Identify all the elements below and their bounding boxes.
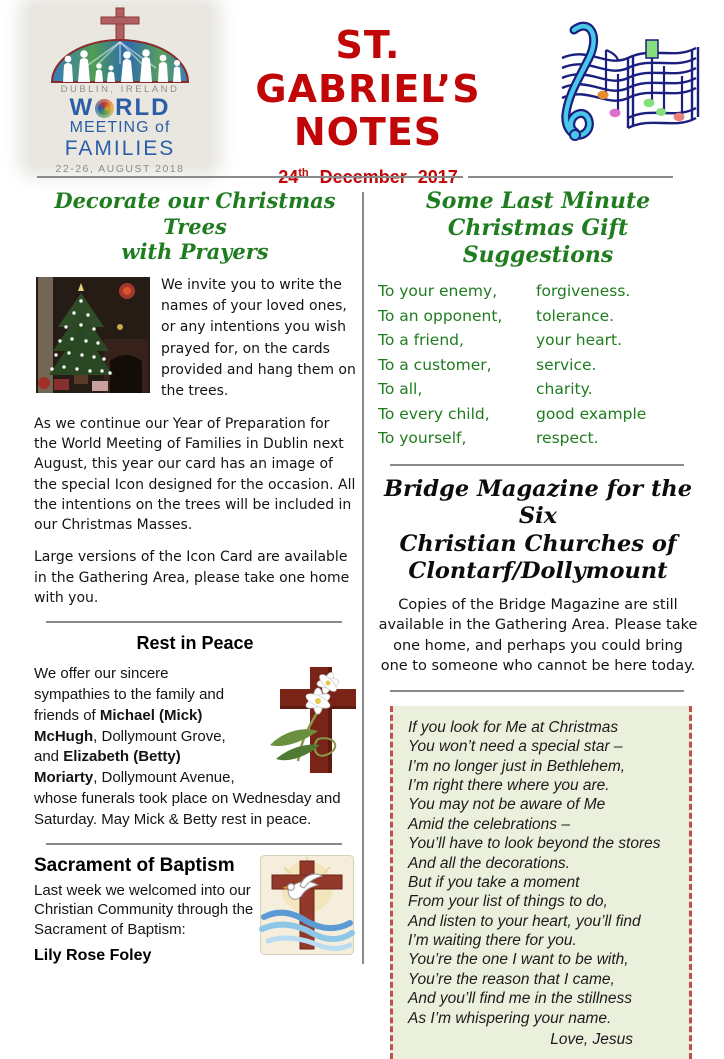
- swirl-icon: [95, 99, 114, 118]
- poem-line: You may not be aware of Me: [408, 796, 606, 814]
- bridge-heading-line2: Christian Churches of: [399, 530, 677, 557]
- poem-line: I’m no longer just in Bethlehem,: [408, 757, 626, 775]
- logo-world-w: W: [69, 94, 95, 121]
- gift-row: [378, 426, 698, 450]
- logo-text: [28, 84, 212, 175]
- poem-line: You’re the one I want to be with,: [408, 951, 629, 969]
- bridge-heading: [378, 476, 698, 586]
- baptism-image: [260, 855, 354, 955]
- gift-recipient: To a friend,: [378, 331, 464, 350]
- gift-item: service.: [536, 355, 597, 374]
- poem-line: I’m waiting there for you.: [408, 932, 577, 950]
- gift-row: [378, 402, 698, 426]
- gift-list: [378, 279, 698, 450]
- families-dome-graphic: [50, 38, 190, 83]
- logo-location: DUBLIN, IRELAND: [60, 84, 180, 95]
- wmof-logo: [28, 4, 212, 175]
- section-divider: [390, 464, 684, 466]
- christmas-tree-photo: [36, 277, 150, 393]
- logo-world-rest: RLD: [115, 94, 171, 121]
- baptism-heading: Sacrament of Baptism: [34, 854, 235, 876]
- header-divider-left: [37, 176, 463, 178]
- poem-line: And you’ll find me in the stillness: [408, 990, 633, 1008]
- rip-name1: Michael (Mick) McHugh: [34, 706, 203, 745]
- gift-recipient: To all,: [378, 380, 423, 399]
- newsletter-title-line1: ST. GABRIEL’S: [255, 23, 481, 111]
- poem-signature: Love, Jesus: [550, 1030, 633, 1048]
- rip-section: [34, 663, 356, 829]
- gifts-heading-line1: Some Last Minute: [425, 188, 651, 214]
- poem-line: As I’m whispering your name.: [408, 1009, 612, 1027]
- baptism-text: Last week we welcomed into our Christian Community through the Sacrament of Baptism:: [34, 881, 254, 939]
- trees-paragraph-3: Large versions of the Icon Card are available in the Gathering Area, please take one home with you.: [34, 549, 350, 606]
- newsletter-title-line2: NOTES: [293, 110, 443, 155]
- rip-part1: We offer our sincere sympathies to the family and friends of: [34, 665, 225, 724]
- masthead: [218, 24, 518, 188]
- section-divider: [46, 621, 342, 623]
- gift-recipient: To every child,: [378, 404, 490, 423]
- gift-item: respect.: [536, 429, 599, 448]
- trees-heading-line1: Decorate our Christmas Trees: [54, 188, 336, 239]
- poem-line: You’ll have to look beyond the stores: [408, 835, 661, 853]
- bridge-text: Copies of the Bridge Magazine are still available in the Gathering Area. Please take one home, and perhaps you could bring one to someone who cannot be here today.: [378, 596, 698, 675]
- gifts-heading-line2: Christmas Gift Suggestions: [447, 214, 629, 268]
- trees-heading-line2: with Prayers: [121, 239, 269, 265]
- cross-lilies-image: [252, 665, 356, 777]
- logo-dates: 22-26, AUGUST 2018: [55, 162, 185, 175]
- header-divider-right: [468, 176, 673, 178]
- poem-line: From your list of things to do,: [408, 893, 608, 911]
- trees-intro-text: We invite you to write the names of your loved ones, or any intentions you wish prayed for, on the cards provided and hang them on the trees.: [161, 276, 356, 400]
- poem-line: If you look for Me at Christmas: [408, 718, 619, 736]
- gift-row: [378, 328, 698, 352]
- logo-families: FAMILIES: [64, 136, 176, 160]
- gift-recipient: To a customer,: [378, 355, 492, 374]
- poem-line: But if you take a moment: [408, 873, 580, 891]
- gift-item: forgiveness.: [536, 282, 631, 301]
- poem-line: Amid the celebrations –: [408, 815, 570, 833]
- gift-row: [378, 353, 698, 377]
- gift-item: good example: [536, 404, 647, 423]
- gifts-heading: [378, 188, 698, 268]
- logo-meeting: MEETING of: [69, 119, 171, 136]
- bridge-heading-line1: Bridge Magazine for the Six: [383, 475, 693, 530]
- gift-item: charity.: [536, 380, 593, 399]
- logo-world: [28, 96, 212, 120]
- gift-row: [378, 279, 698, 303]
- trees-paragraph-2: As we continue our Year of Preparation for the World Meeting of Families in Dublin next August, this year our card has an image of the special Icon designed for the occasion. All the intentions on the trees will be included in our Christmas Masses.: [34, 415, 356, 534]
- date-suffix: th: [298, 167, 309, 180]
- gift-recipient: To yourself,: [378, 429, 467, 448]
- date-day: 24: [278, 167, 299, 188]
- cross-icon: [97, 8, 143, 42]
- baptism-section: [34, 855, 356, 965]
- bridge-heading-line3: Clontarf/Dollymount: [408, 558, 668, 585]
- trees-heading: [34, 188, 356, 265]
- baptism-name: Lily Rose Foley: [34, 947, 152, 965]
- poem-box: [390, 706, 692, 1059]
- column-divider: [362, 192, 364, 964]
- right-column: [378, 188, 698, 1059]
- gift-item: your heart.: [536, 331, 623, 350]
- section-divider: [46, 843, 342, 845]
- rip-name2: Elizabeth (Betty) Moriarty: [34, 748, 181, 787]
- section-divider: [390, 690, 684, 692]
- poem-line: And all the decorations.: [408, 854, 570, 872]
- trees-intro: [34, 274, 356, 402]
- gift-recipient: To your enemy,: [378, 282, 498, 301]
- poem-line: And listen to your heart, you’ll find: [408, 912, 641, 930]
- poem-line: I’m right there where you are.: [408, 777, 610, 795]
- gift-recipient: To an opponent,: [378, 306, 503, 325]
- gift-row: [378, 304, 698, 328]
- date-rest: December 2017: [319, 167, 458, 188]
- rip-part3: , Dollymount Avenue, whose funerals took place on Wednesday and Saturday. May Mick & Betty rest in peace.: [34, 769, 341, 828]
- rip-part2: , Dollymount Grove, and: [34, 727, 226, 766]
- rip-heading: Rest in Peace: [136, 633, 254, 654]
- gift-item: tolerance.: [536, 306, 615, 325]
- poem-line: You won’t need a special star –: [408, 738, 623, 756]
- gift-row: [378, 377, 698, 401]
- poem-line: You’re the reason that I came,: [408, 970, 615, 988]
- music-notes-clipart: [534, 16, 706, 154]
- left-column: [34, 188, 356, 965]
